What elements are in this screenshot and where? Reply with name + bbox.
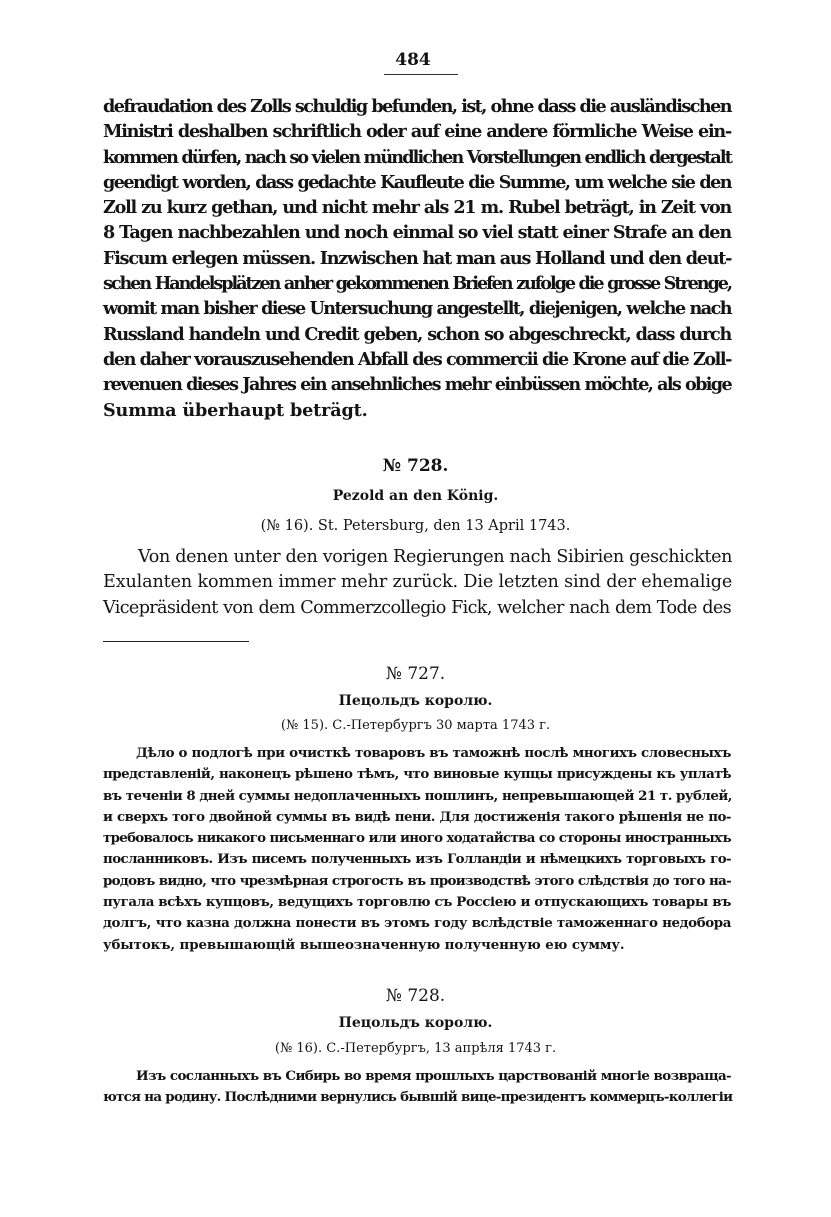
- russian-doc-727-number: № 727.: [385, 664, 446, 684]
- text-line: долгъ, что казна должна понести въ этомъ году вслѣдствіе таможеннаго недобора: [103, 915, 731, 932]
- text-line: представленій, наконецъ рѣшено тѣмъ, что виновые купцы присуждены къ уплатѣ: [103, 766, 731, 783]
- page-number-rule: [384, 74, 458, 75]
- text-line: Zoll zu kurz gethan, und nicht mehr als 21 m. Rubel beträgt, in Zeit von: [103, 197, 731, 219]
- russian-doc-728-dateline: (№ 16). С.-Петербургъ, 13 апрѣля 1743 г.: [274, 1041, 557, 1056]
- text-line: kommen dürfen, nach so vielen mündlichen Vorstellungen endlich dergestalt: [103, 146, 731, 168]
- text-line: Дѣло о подлогѣ при очисткѣ товаровъ въ таможнѣ послѣ многихъ словесныхъ: [136, 745, 731, 761]
- text-line: Summa überhaupt beträgt.: [103, 399, 368, 421]
- text-line: Ministri deshalben schriftlich oder auf eine andere förmliche Weise ein-: [103, 121, 731, 143]
- text-line: Von denen unter den vorigen Regierungen nach Sibirien geschickten: [138, 547, 733, 567]
- text-line: въ теченіи 8 дней суммы недоплаченныхъ пошлинъ, непревышающей 21 т. рублей,: [103, 787, 732, 804]
- text-line: womit man bisher diese Untersuchung angestellt, diejenigen, welche nach: [103, 298, 731, 320]
- text-line: geendigt worden, dass gedachte Kaufleute die Summe, um welche sie den: [103, 171, 731, 193]
- russian-doc-728-number: № 728.: [385, 986, 446, 1006]
- section-divider: [103, 641, 249, 642]
- german-doc-title: Pezold an den König.: [332, 488, 499, 504]
- russian-doc-727-title: Пецольдъ королю.: [338, 693, 493, 709]
- text-line: revenuen dieses Jahres ein ansehnliches mehr einbüssen möchte, als obige: [103, 374, 731, 396]
- german-continuation-paragraph: [103, 94, 731, 423]
- text-line: ются на родину. Послѣдними вернулись бывшій вице-президентъ коммерцъ-коллегіи: [103, 1089, 733, 1106]
- text-line: Fiscum erlegen müssen. Inzwischen hat man aus Holland und den deut-: [103, 247, 732, 269]
- text-line: defraudation des Zolls schuldig befunden, ist, ohne dass die ausländischen: [103, 96, 731, 117]
- text-line: убытокъ, превышающій вышеозначенную полученную ею сумму.: [103, 936, 625, 953]
- page-number: 484: [395, 50, 431, 70]
- russian-doc-727-dateline: (№ 15). С.-Петербургъ 30 марта 1743 г.: [280, 718, 551, 733]
- text-line: требовалось никакого письменнаго или иного ходатайства со стороны иностранныхъ: [103, 830, 731, 847]
- german-doc-number: № 728.: [382, 456, 449, 476]
- russian-doc-727-body: [103, 743, 731, 956]
- text-line: пугала всѣхъ купцовъ, ведущихъ торговлю съ Россіею и отпускающихъ товары въ: [103, 894, 731, 911]
- german-doc-body: [103, 545, 731, 621]
- russian-doc-728-title: Пецольдъ королю.: [338, 1015, 493, 1031]
- german-doc-dateline: (№ 16). St. Petersburg, den 13 April 1743.: [260, 518, 571, 534]
- text-line: Russland handeln und Credit geben, schon so abgeschreckt, dass durch: [103, 323, 731, 345]
- text-line: schen Handelsplätzen anher gekommenen Briefen zufolge die grosse Strenge,: [103, 273, 731, 295]
- text-line: den daher vorauszusehenden Abfall des commercii die Krone auf die Zoll-: [103, 348, 731, 370]
- russian-doc-728-body: [103, 1066, 731, 1109]
- text-line: родовъ видно, что чрезмѣрная строгость въ производствѣ этого слѣдствія до того на-: [103, 872, 731, 889]
- text-line: и сверхъ того двойной суммы въ видѣ пени. Для достиженія такого рѣшенія не по-: [103, 808, 731, 825]
- text-line: посланниковъ. Изъ писемъ полученныхъ изъ Голландіи и нѣмецкихъ торговыхъ го-: [103, 851, 731, 868]
- text-line: 8 Tagen nachbezahlen und noch einmal so viel statt einer Strafe an den: [103, 222, 731, 244]
- text-line: Vicepräsident von dem Commerzcollegio Fick, welcher nach dem Tode des: [103, 597, 731, 618]
- text-line: Изъ сосланныхъ въ Сибирь во время прошлыхъ царствованій многіе возвраща-: [136, 1068, 731, 1084]
- text-line: Exulanten kommen immer mehr zurück. Die letzten sind der ehemalige: [103, 572, 733, 593]
